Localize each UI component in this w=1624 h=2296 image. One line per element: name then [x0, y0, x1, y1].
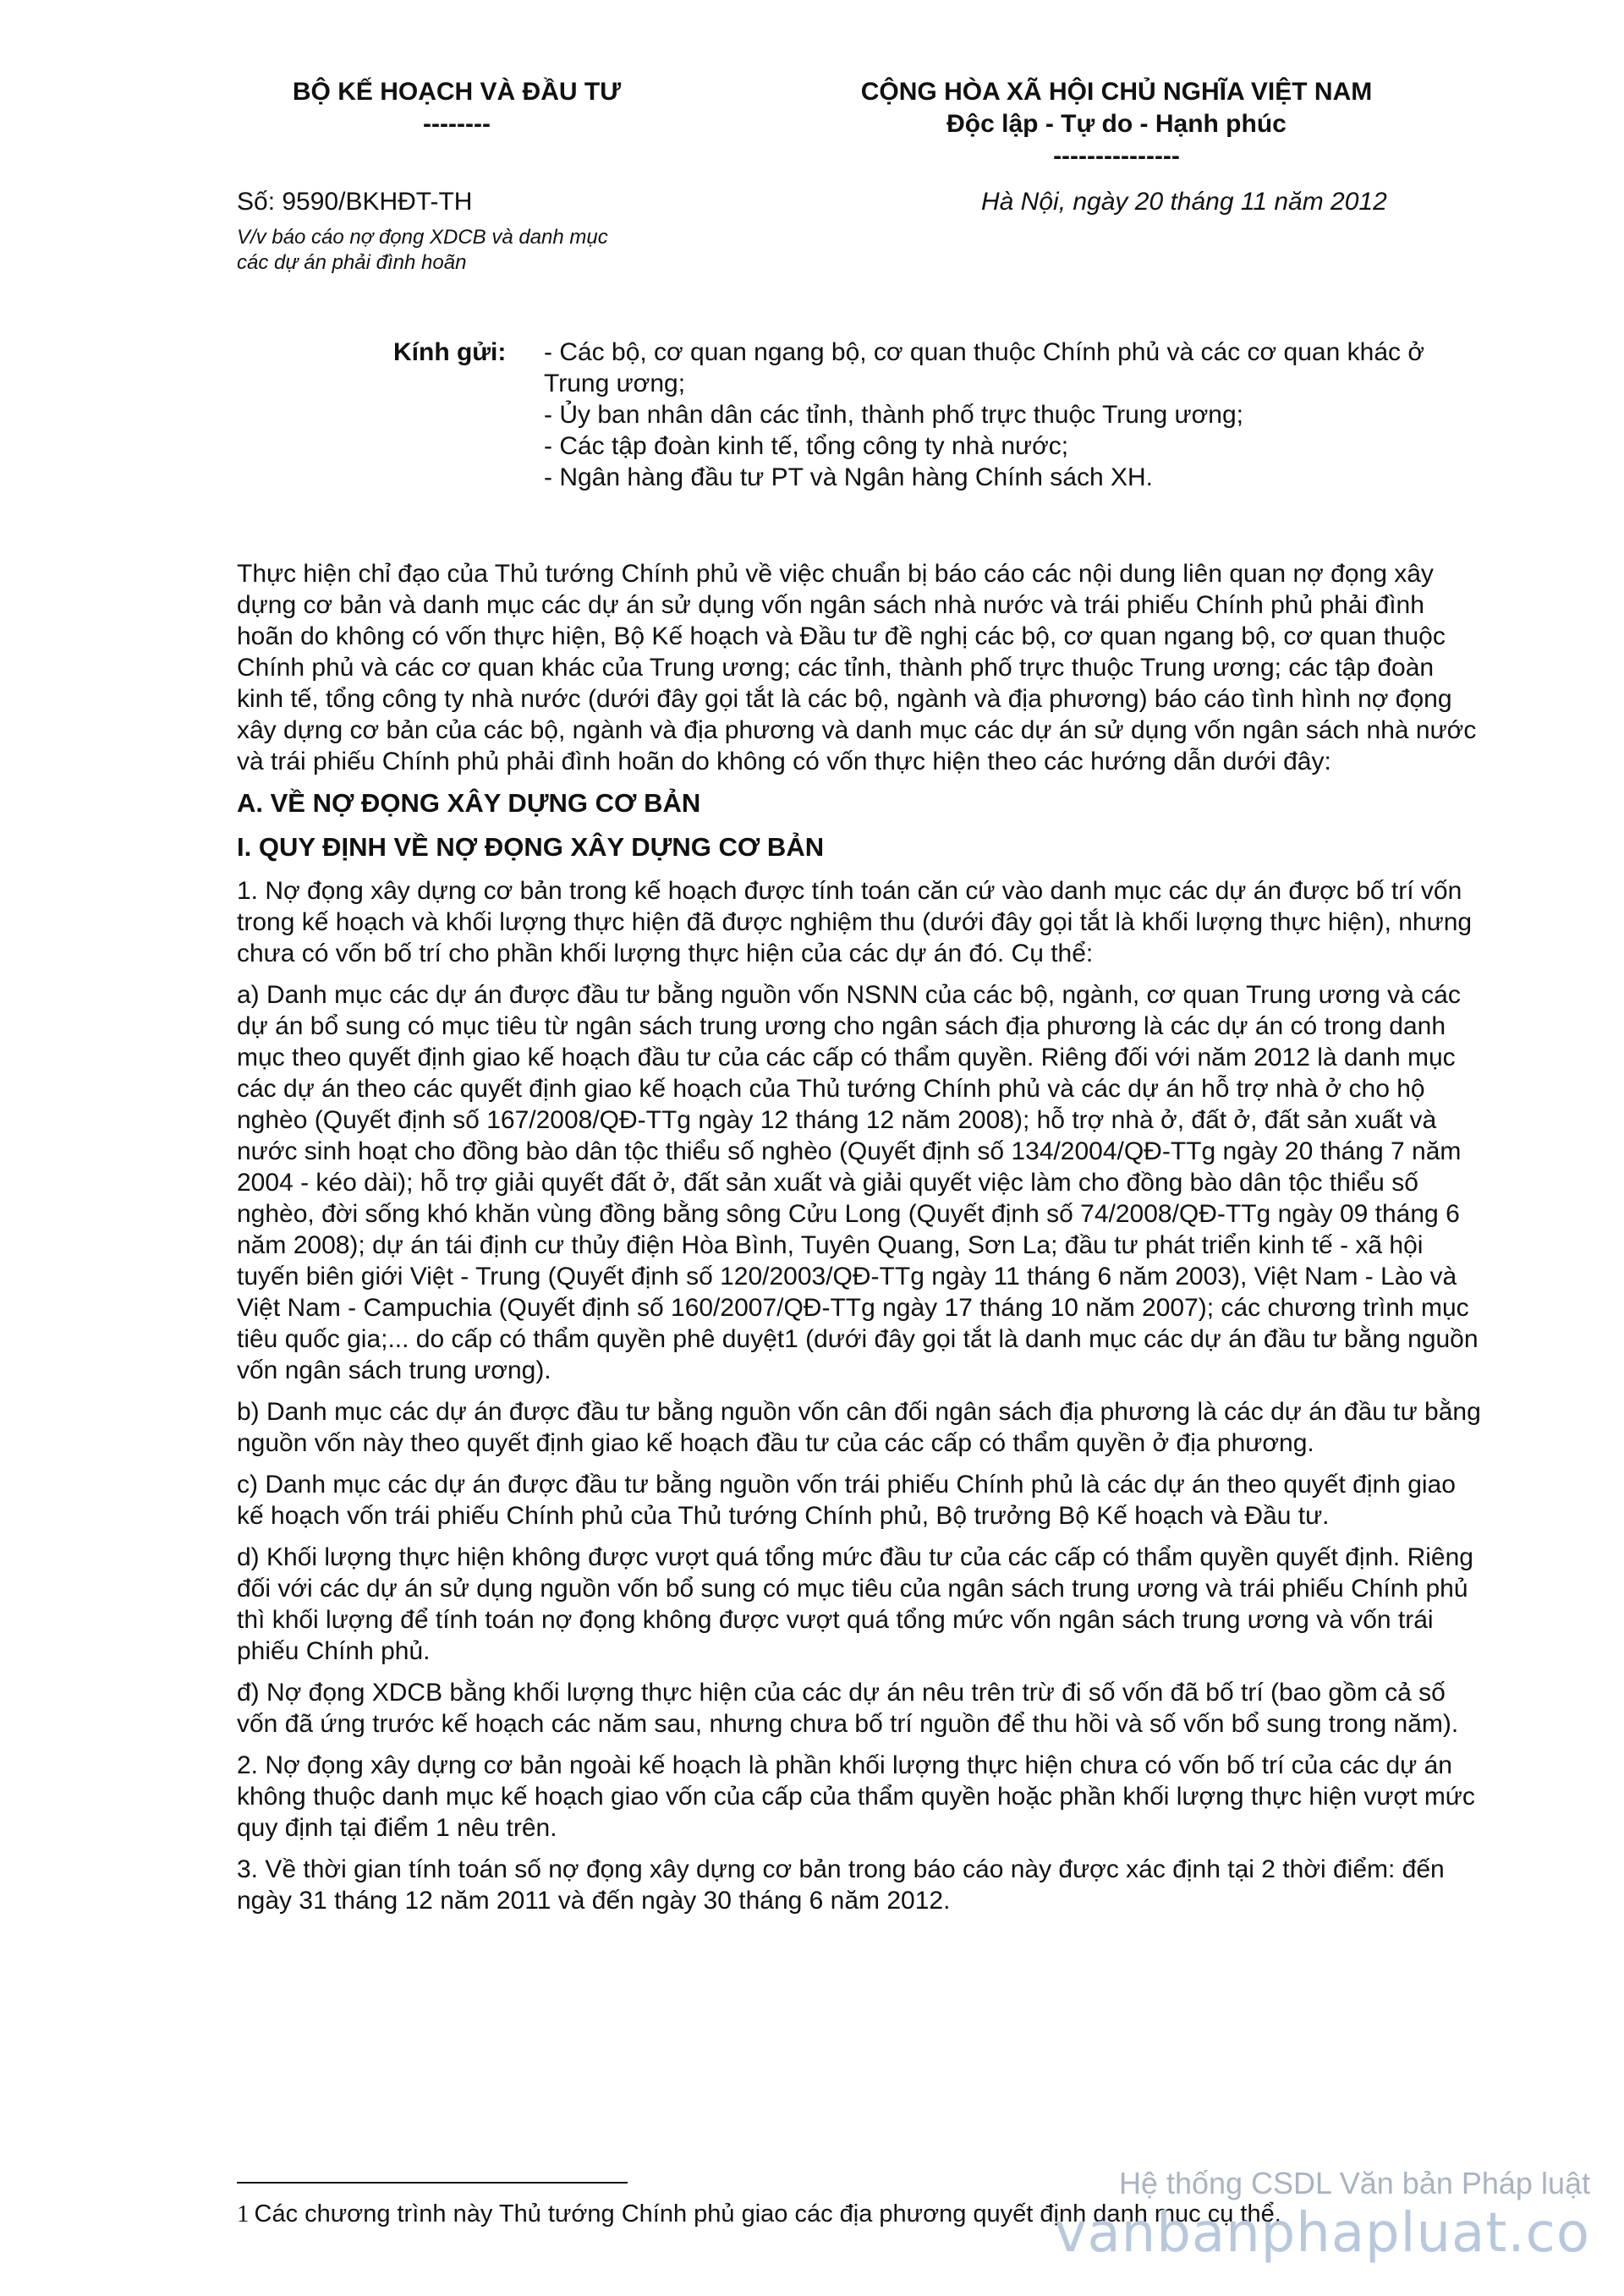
paragraph-d: d) Khối lượng thực hiện không được vượt quá tổng mức đầu tư của các cấp có thẩm quyền quyết định. Riêng đối với các dự án sử dụng nguồn vốn bổ sung có mục tiêu của ngân sách trung ương và trái phiếu Chính phủ thì khối lượng để tính toán nợ đọng không được vượt quá tổng mức vốn ngân sách trung ương và vốn trái phiếu Chính phủ. — [237, 1543, 1473, 1665]
paragraph-c: c) Danh mục các dự án được đầu tư bằng nguồn vốn trái phiếu Chính phủ là các dự án theo quyết định giao kế hoạch vốn trái phiếu Chính phủ của Thủ tướng Chính phủ, Bộ trưởng Bộ Kế hoạch và Đầu tư. — [237, 1471, 1456, 1530]
recipient-item: - Ủy ban nhân dân các tỉnh, thành phố trực thuộc Trung ương; — [544, 401, 1244, 429]
recipients-block — [393, 337, 1493, 493]
recipient-item: - Ngân hàng đầu tư PT và Ngân hàng Chính sách XH. — [544, 463, 1153, 491]
agency-name: BỘ KẾ HOẠCH VÀ ĐẦU TƯ — [292, 78, 622, 106]
section-a-heading: A. VỀ NỢ ĐỌNG XÂY DỰNG CƠ BẢN — [237, 788, 701, 818]
republic-title: CỘNG HÒA XÃ HỘI CHỦ NGHĨA VIỆT NAM — [860, 78, 1373, 106]
recipient-item: - Các bộ, cơ quan ngang bộ, cơ quan thuộc Chính phủ và các cơ quan khác ở Trung ương; — [544, 338, 1425, 397]
paragraph-1: 1. Nợ đọng xây dựng cơ bản trong kế hoạch được tính toán căn cứ vào danh mục các dự án được bố trí vốn trong kế hoạch và khối lượng thực hiện đã được nghiệm thu (dưới đây gọi tắt là khối lượng thực hiện), nhưng chưa có vốn bố trí cho phần khối lượng thực hiện của các dự án đó. Cụ thể: — [237, 877, 1473, 967]
agency-header — [220, 76, 694, 140]
recipients-list — [393, 337, 1493, 493]
watermark-caption: Hệ thống CSDL Văn bản Pháp luật — [1118, 2166, 1590, 2200]
footnote-number: 1 — [237, 2200, 250, 2228]
agency-divider: -------- — [423, 110, 491, 138]
recipients-label: Kính gửi: — [393, 338, 507, 366]
paragraph-2: 2. Nợ đọng xây dựng cơ bản ngoài kế hoạch là phần khối lượng thực hiện chưa có vốn bố trí của các dự án không thuộc danh mục kế hoạch giao vốn của cấp của thẩm quyền hoặc phần khối lượng thực hiện vượt mức quy định tại điểm 1 nêu trên. — [237, 1751, 1475, 1842]
national-header — [744, 76, 1489, 173]
document-body — [237, 558, 1484, 1926]
watermark-domain: vanbanphapluat.co — [1054, 2202, 1590, 2265]
subject-line: các dự án phải đình hoãn — [237, 251, 467, 274]
site-watermark — [1055, 2165, 1590, 2265]
paragraph-dd: đ) Nợ đọng XDCB bằng khối lượng thực hiện của các dự án nêu trên trừ đi số vốn đã bố trí (bao gồm cả số vốn đã ứng trước kế hoạch các năm sau, nhưng chưa bố trí nguồn để thu hồi và số vốn bổ sung trong năm). — [237, 1679, 1459, 1738]
place-date: Hà Nội, ngày 20 tháng 11 năm 2012 — [981, 188, 1387, 216]
subject-line: V/v báo cáo nợ đọng XDCB và danh mục — [237, 226, 608, 249]
motto-divider: --------------- — [1053, 142, 1180, 170]
paragraph-3: 3. Về thời gian tính toán số nợ đọng xây dựng cơ bản trong báo cáo này được xác định tại 2 thời điểm: đến ngày 31 tháng 12 năm 2011 và đến ngày 30 tháng 6 năm 2012. — [237, 1855, 1445, 1915]
document-number: Số: 9590/BKHĐT-TH — [237, 188, 473, 216]
recipient-item: - Các tập đoàn kinh tế, tổng công ty nhà nước; — [544, 432, 1069, 460]
document-subject — [237, 225, 677, 276]
section-i-heading: I. QUY ĐỊNH VỀ NỢ ĐỌNG XÂY DỰNG CƠ BẢN — [237, 832, 825, 862]
national-motto: Độc lập - Tự do - Hạnh phúc — [946, 110, 1287, 138]
footnote-text: Các chương trình này Thủ tướng Chính phủ giao các địa phương quyết định danh mục cụ thể. — [254, 2200, 1281, 2228]
paragraph-a: a) Danh mục các dự án được đầu tư bằng nguồn vốn NSNN của các bộ, ngành, cơ quan Trung ương và các dự án bổ sung có mục tiêu từ ngân sách trung ương cho ngân sách địa phương là các dự án có trong danh mục theo quyết định giao kế hoạch đầu tư của các cấp có thẩm quyền. Riêng đối với năm 2012 là danh mục các dự án theo các quyết định giao kế hoạch của Thủ tướng Chính phủ và các dự án hỗ trợ nhà ở cho hộ nghèo (Quyết định số 167/2008/QĐ-TTg ngày 12 tháng 12 năm 2008); hỗ trợ nhà ở, đất ở, đất sản xuất và nước sinh hoạt cho đồng bào dân tộc thiểu số nghèo (Quyết định số 134/2004/QĐ-TTg ngày 20 tháng 7 năm 2004 - kéo dài); hỗ trợ giải quyết đất ở, đất sản xuất và giải quyết việc làm cho đồng bào dân tộc thiểu số nghèo, đời sống khó khăn vùng đồng bằng sông Cửu Long (Quyết định số 74/2008/QĐ-TTg ngày 09 tháng 6 năm 2008); dự án tái định cư thủy điện Hòa Bình, Tuyên Quang, Sơn La; đầu tư phát triển kinh tế - xã hội tuyến biên giới Việt - Trung (Quyết định số 120/2003/QĐ-TTg ngày 11 tháng 6 năm 2003), Việt Nam - Lào và Việt Nam - Campuchia (Quyết định số 160/2007/QĐ-TTg ngày 17 tháng 10 năm 2007); các chương trình mục tiêu quốc gia;... do cấp có thẩm quyền phê duyệt1 (dưới đây gọi tắt là danh mục các dự án đầu tư bằng nguồn vốn ngân sách trung ương). — [237, 981, 1479, 1384]
paragraph-b: b) Danh mục các dự án được đầu tư bằng nguồn vốn cân đối ngân sách địa phương là các dự án đầu tư bằng nguồn vốn này theo quyết định giao kế hoạch đầu tư của các cấp có thẩm quyền ở địa phương. — [237, 1398, 1481, 1457]
footnote-separator — [237, 2182, 628, 2184]
intro-paragraph: Thực hiện chỉ đạo của Thủ tướng Chính phủ về việc chuẩn bị báo cáo các nội dung liên quan nợ đọng xây dựng cơ bản và danh mục các dự án sử dụng vốn ngân sách nhà nước và trái phiếu Chính phủ phải đình hoãn do không có vốn thực hiện, Bộ Kế hoạch và Đầu tư đề nghị các bộ, cơ quan ngang bộ, cơ quan thuộc Chính phủ và các cơ quan khác của Trung ương; các tỉnh, thành phố trực thuộc Trung ương; các tập đoàn kinh tế, tổng công ty nhà nước (dưới đây gọi tắt là các bộ, ngành và địa phương) báo cáo tình hình nợ đọng xây dựng cơ bản của các bộ, ngành và địa phương và danh mục các dự án sử dụng vốn ngân sách nhà nước và trái phiếu Chính phủ phải đình hoãn do không có vốn thực hiện theo các hướng dẫn dưới đây: — [237, 560, 1477, 775]
